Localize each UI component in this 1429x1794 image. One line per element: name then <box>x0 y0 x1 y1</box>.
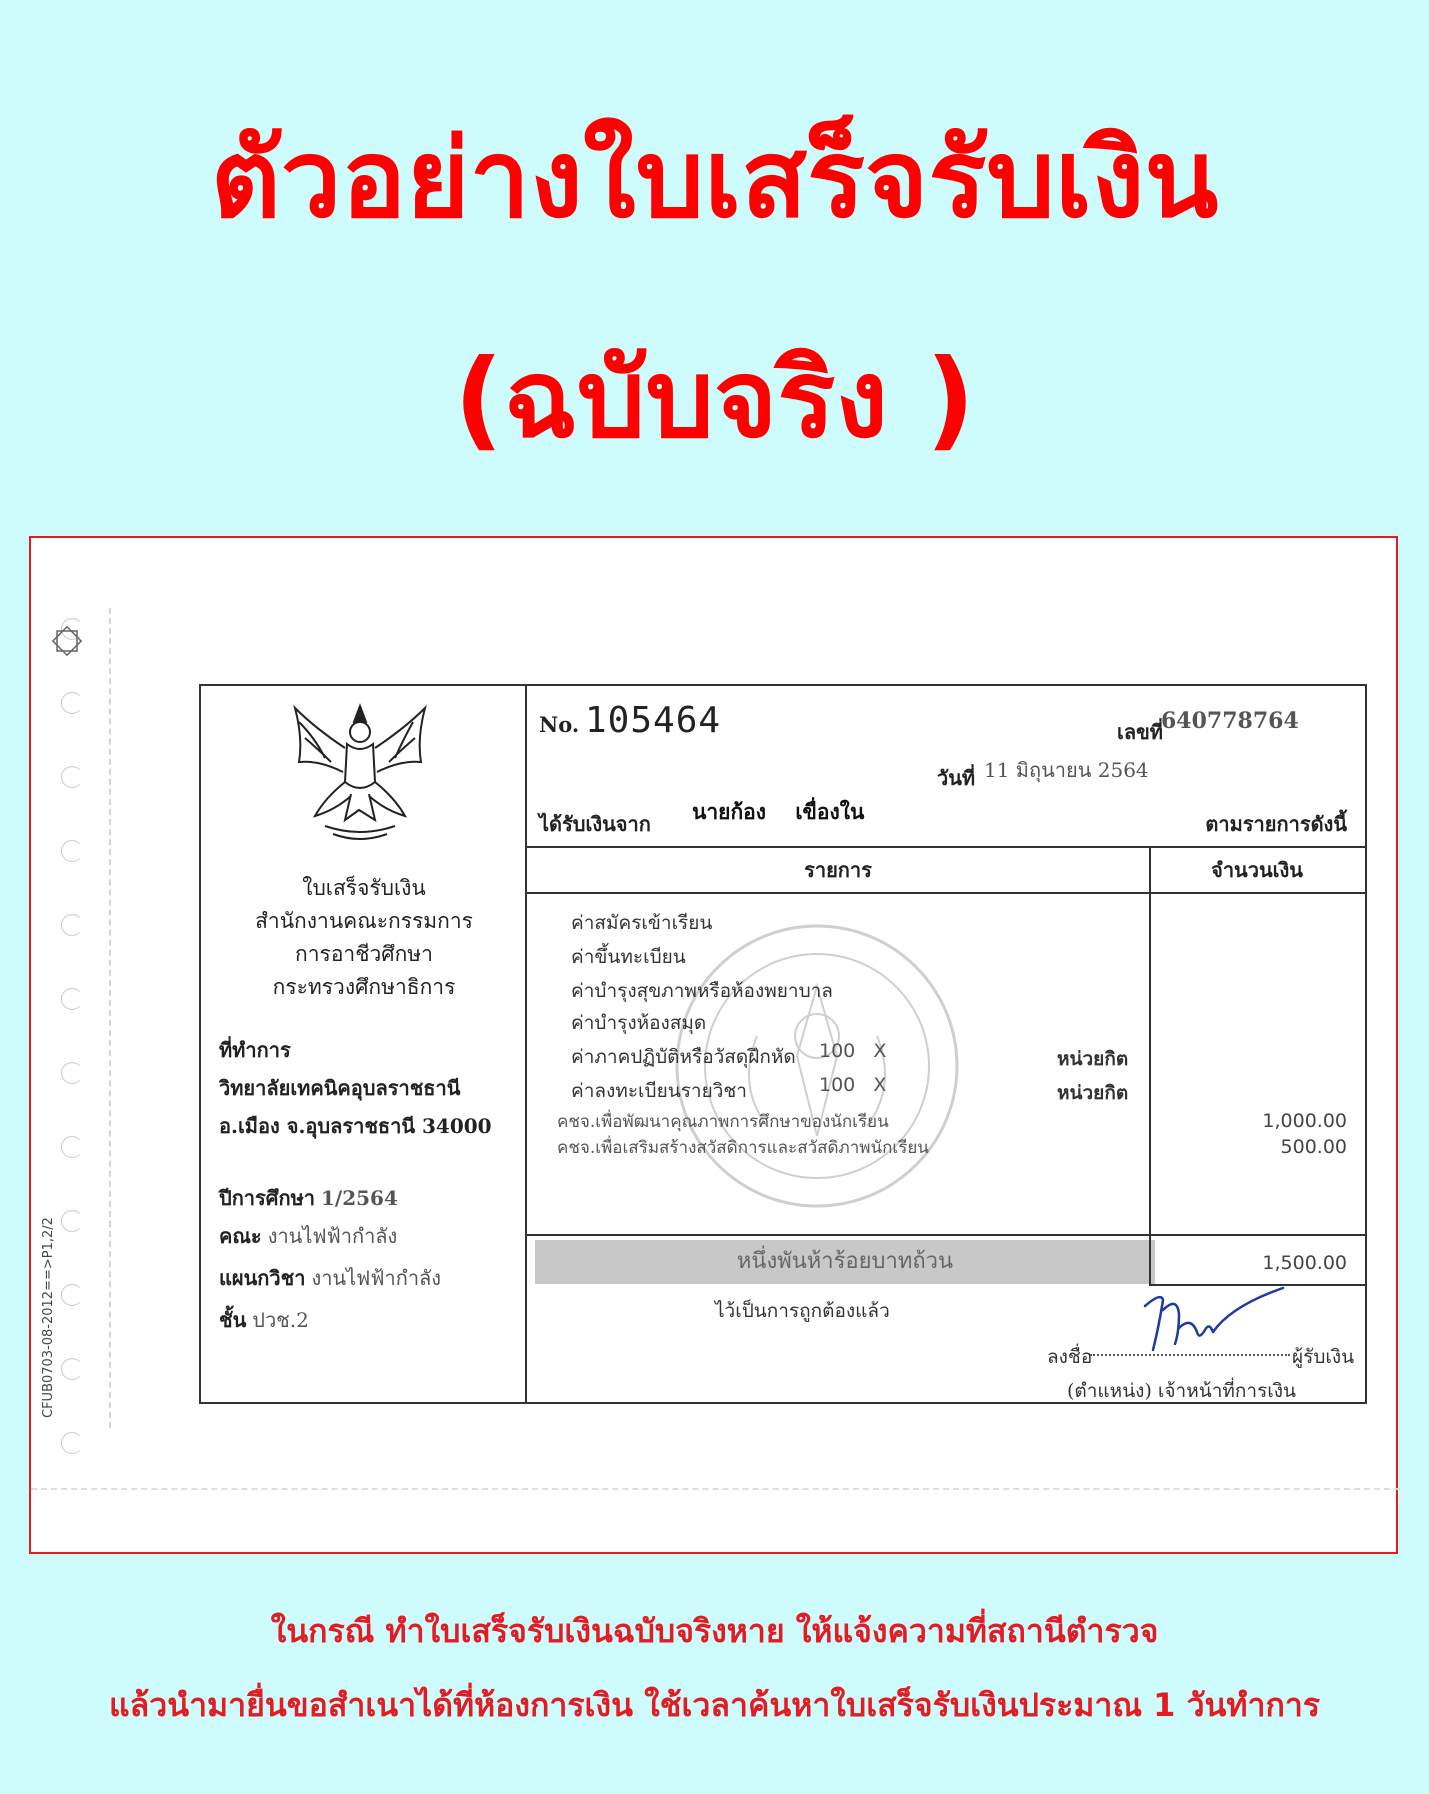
level-row <box>219 1304 309 1336</box>
times-sign: X <box>873 1040 887 1062</box>
registration-mark-icon <box>49 623 85 659</box>
fund-label: คชจ.เพื่อเสริมสร้างสวัสดิการและสวัสดิภาพนักเรียน <box>557 1138 929 1158</box>
credit-unit: หน่วยกิต <box>1057 1082 1129 1104</box>
perforation-horizontal <box>31 1488 1400 1490</box>
address-line: อ.เมือง จ.อุบลราชธานี 34000 <box>219 1114 492 1138</box>
position-text: (ตำแหน่ง) เจ้าหน้าที่การเงิน <box>1067 1380 1297 1402</box>
items-column-header: รายการ <box>804 858 872 882</box>
divider <box>527 1234 1365 1236</box>
date-label: วันที่ <box>937 766 976 790</box>
credit-qty: 100 <box>819 1040 856 1062</box>
divider <box>527 892 1365 894</box>
poster-title-line-2: (ฉบับจริง ) <box>453 337 975 462</box>
line-item: ค่าสมัครเข้าเรียน <box>571 912 713 934</box>
reference-value: 640778764 <box>1161 708 1299 734</box>
payee-label: ผู้รับเงิน <box>1292 1346 1355 1368</box>
certification-text: ไว้เป็นการถูกต้องแล้ว <box>715 1300 890 1322</box>
garuda-emblem-icon <box>285 698 435 848</box>
sign-label: ลงชื่อ <box>1047 1346 1093 1368</box>
academic-year-label: ปีการศึกษา <box>219 1186 315 1210</box>
department-label: แผนกวิชา <box>219 1266 306 1290</box>
credit-qty: 100 <box>819 1074 856 1096</box>
column-divider <box>1149 1234 1151 1286</box>
receipt <box>199 684 1367 1404</box>
office-line: ใบเสร็จรับเงิน <box>302 876 426 900</box>
fund-amount: 1,000.00 <box>1262 1110 1347 1132</box>
receipt-issuer-panel <box>201 686 527 1402</box>
footer-note-line-2: แล้วนำมายื่นขอสำเนาได้ที่ห้องการเงิน ใช้เวลาค้นหาใบเสร็จรับเงินประมาณ 1 วันทำการ <box>109 1686 1320 1724</box>
receipt-image-frame <box>29 536 1398 1554</box>
receipt-no-label: No. <box>539 712 580 737</box>
line-item: ค่าลงทะเบียนรายวิชา <box>571 1080 747 1102</box>
amount-in-words: หนึ่งพันห้าร้อยบาทถ้วน <box>535 1240 1155 1284</box>
fund-label: คชจ.เพื่อพัฒนาคุณภาพการศึกษาของนักเรียน <box>557 1112 889 1132</box>
amount-column-header: จำนวนเงิน <box>1211 858 1303 882</box>
faculty-label: คณะ <box>219 1224 262 1248</box>
office-line: การอาชีวศึกษา <box>295 942 433 966</box>
fund-amount: 500.00 <box>1280 1136 1347 1158</box>
faculty-value: งานไฟฟ้ากำลัง <box>267 1224 398 1248</box>
follow-label: ตามรายการดังนี้ <box>1205 812 1347 836</box>
column-divider <box>1149 846 1151 1244</box>
receipt-no-value: 105464 <box>585 700 722 741</box>
received-from-label: ได้รับเงินจาก <box>539 812 651 836</box>
credit-quantity <box>819 1074 886 1096</box>
office-line: สำนักงานคณะกรรมการ <box>255 909 473 933</box>
level-value: ปวช.2 <box>252 1308 309 1332</box>
signature-line <box>1090 1354 1290 1356</box>
faculty-row <box>219 1220 397 1252</box>
department-row <box>219 1262 441 1294</box>
form-code: CFUB0703-08-2012==>P1,2/2 <box>41 1217 56 1418</box>
receipt-detail-panel <box>527 686 1365 1402</box>
line-item: ค่าขึ้นทะเบียน <box>571 946 686 968</box>
academic-year-value: 1/2564 <box>321 1186 398 1210</box>
perforation-vertical <box>109 608 111 1428</box>
issuer-office <box>201 872 527 1004</box>
line-item: ค่าบำรุงห้องสมุด <box>571 1012 707 1034</box>
poster-title-line-1: ตัวอย่างใบเสร็จรับเงิน <box>210 117 1219 242</box>
date-value: 11 มิถุนายน 2564 <box>984 758 1149 782</box>
divider <box>527 846 1365 848</box>
payer-name: นายก้อง เขื่องใน <box>692 800 865 824</box>
times-sign: X <box>873 1074 887 1096</box>
reference-label: เลขที่ <box>1117 720 1163 744</box>
department-value: งานไฟฟ้ากำลัง <box>311 1266 442 1290</box>
line-item: ค่าบำรุงสุขภาพหรือห้องพยาบาล <box>571 980 833 1002</box>
level-label: ชั้น <box>219 1308 247 1332</box>
address-line: วิทยาลัยเทคนิคอุบลราชธานี <box>219 1076 461 1100</box>
footer-note-line-1: ในกรณี ทำใบเสร็จรับเงินฉบับจริงหาย ให้แจ้งความที่สถานีตำรวจ <box>270 1612 1159 1650</box>
academic-year-row <box>219 1182 398 1214</box>
office-line: กระทรวงศึกษาธิการ <box>272 975 456 999</box>
credit-quantity <box>819 1040 886 1062</box>
credit-unit: หน่วยกิต <box>1057 1048 1129 1070</box>
line-item: ค่าภาคปฏิบัติหรือวัสดุฝึกหัด <box>571 1046 796 1068</box>
address-label: ที่ทำการ <box>219 1038 291 1062</box>
total-amount: 1,500.00 <box>1262 1252 1347 1274</box>
